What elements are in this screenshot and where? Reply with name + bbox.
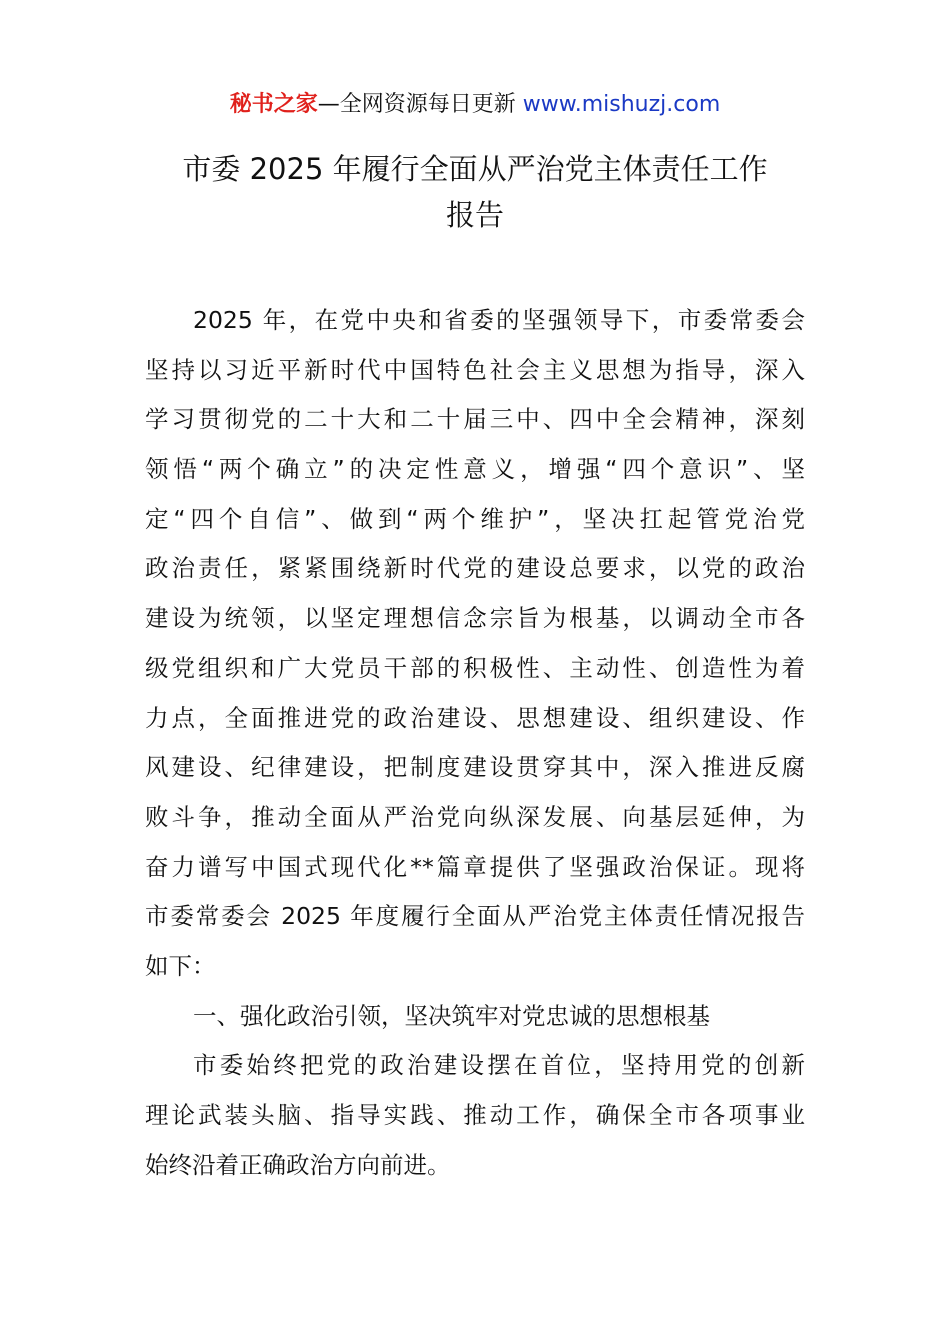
document-title: [120, 146, 830, 238]
text-line: 风建设、纪律建设，把制度建设贯穿其中，深入推进反腐: [145, 753, 805, 782]
text-line: 理论武装头脑、指导实践、推动工作，确保全市各项事业: [145, 1101, 805, 1129]
text-line: 2025 年，在党中央和省委的坚强领导下，市委常委会: [193, 306, 805, 334]
title-line-2: 报告: [445, 198, 504, 232]
header-slogan: —全网资源每日更新: [317, 92, 523, 117]
site-header: [0, 90, 950, 120]
text-line: 如下：: [145, 951, 216, 980]
paragraph-section-1: [145, 1041, 805, 1190]
text-line: 败斗争，推动全面从严治党向纵深发展、向基层延伸，为: [145, 802, 805, 831]
text-line: 政治责任，紧紧围绕新时代党的建设总要求，以党的政治: [145, 554, 805, 583]
brand-name: 秘书之家: [229, 92, 318, 117]
text-line: 奋力谱写中国式现代化**篇章提供了坚强政治保证。现将: [145, 852, 805, 881]
text-line: 坚持以习近平新时代中国特色社会主义思想为指导，深入: [145, 355, 805, 384]
title-line-1: 市委 2025 年履行全面从严治党主体责任工作: [182, 152, 768, 186]
text-line: 学习贯彻党的二十大和二十届三中、四中全会精神，深刻: [145, 405, 805, 434]
text-line: 始终沿着正确政治方向前进。: [145, 1150, 451, 1179]
document-body: [145, 296, 805, 1190]
text-line: 级党组织和广大党员干部的积极性、主动性、创造性为着: [145, 653, 805, 682]
text-line: 力点，全面推进党的政治建设、思想建设、组织建设、作: [145, 703, 805, 732]
text-line: 市委始终把党的政治建设摆在首位，坚持用党的创新: [193, 1051, 805, 1080]
text-line: 领悟“两个确立”的决定性意义，增强“四个意识”、坚: [145, 455, 805, 484]
text-line: 定“四个自信”、做到“两个维护”，坚决扛起管党治党: [145, 504, 805, 533]
site-url-link[interactable]: www.mishuzj.com: [522, 92, 721, 117]
text-line: 建设为统领，以坚定理想信念宗旨为根基，以调动全市各: [145, 604, 805, 633]
text-line: 市委常委会 2025 年度履行全面从严治党主体责任情况报告: [145, 902, 805, 931]
paragraph-intro: [145, 296, 805, 992]
section-heading: 一、强化政治引领，坚决筑牢对党忠诚的思想根基: [193, 1001, 710, 1030]
